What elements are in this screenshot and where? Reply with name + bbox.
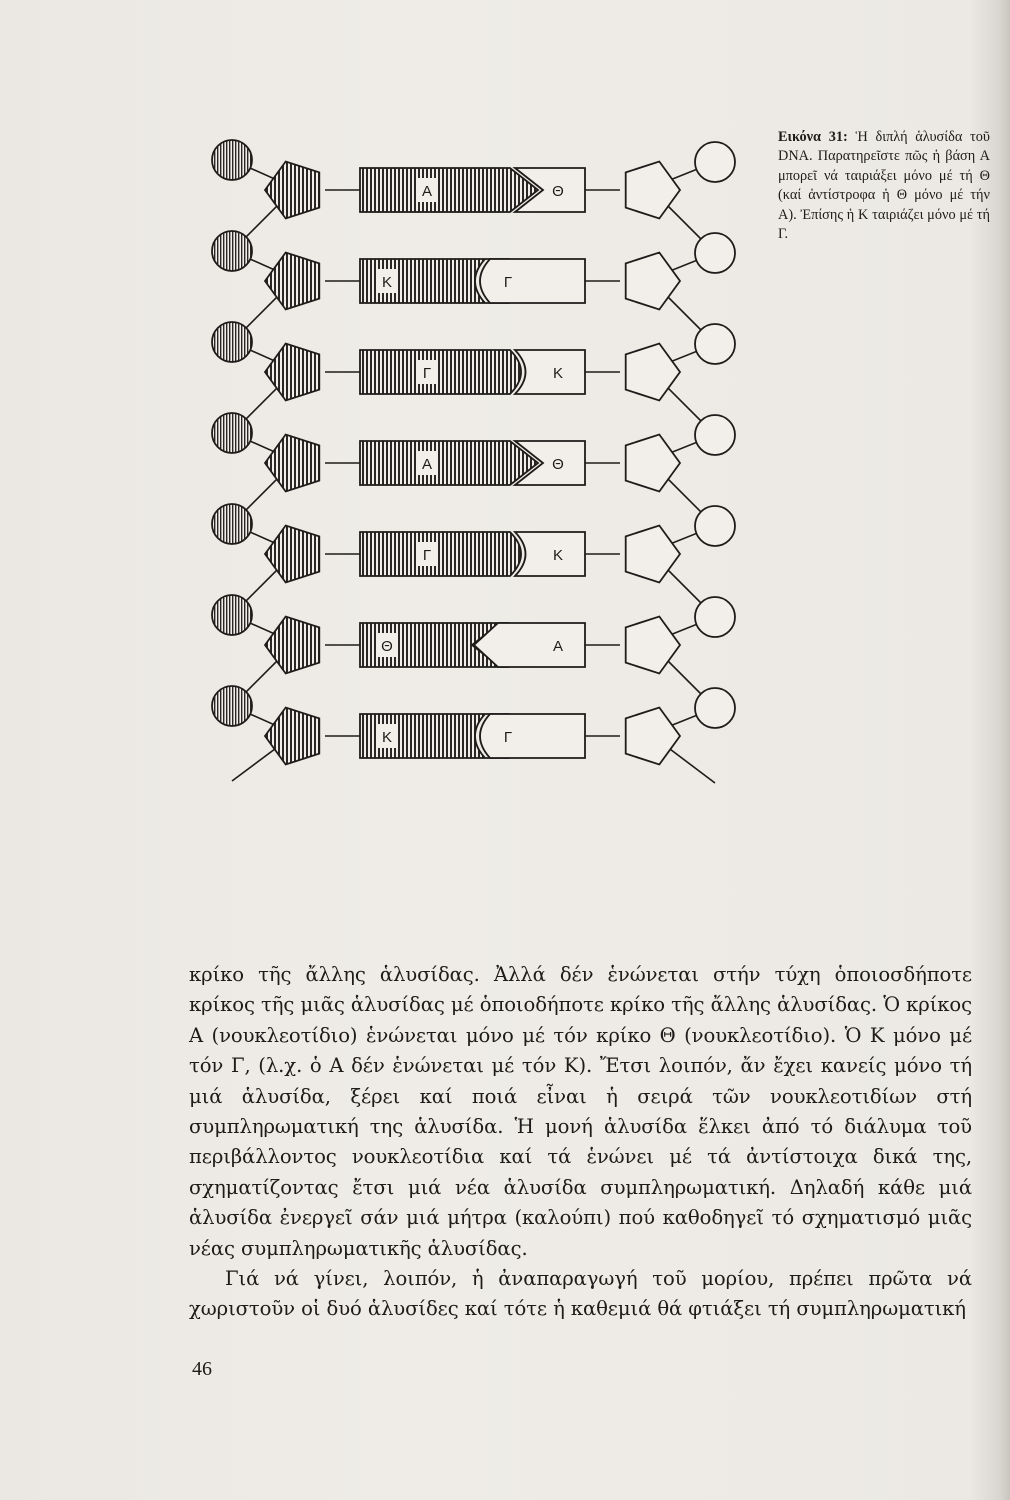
right-base-letter: Κ <box>552 365 564 382</box>
right-phosphate-circle <box>695 415 735 455</box>
base-pair-rows <box>212 140 735 765</box>
left-base-letter: Α <box>421 183 433 200</box>
right-phosphate-circle <box>695 233 735 273</box>
left-phosphate-circle <box>212 231 252 271</box>
left-base-letter: Γ <box>422 547 432 564</box>
page-number: 46 <box>192 1358 212 1380</box>
left-base-letter: Θ <box>381 638 393 655</box>
base-pair-row <box>212 686 735 765</box>
left-phosphate-circle <box>212 322 252 362</box>
figure-caption-text: Ἡ διπλή ἁλυσίδα τοῦ DNA. Παρατηρεῖστε πῶς ἡ βάση Α μπορεῖ νά ταιριάξει μόνο μέ τή Θ (καί ἀντίστροφα ἡ Θ μόνο μέ τήν Α). Ἐπίσης ἡ Κ ταιριάζει μόνο μέ τή Γ. <box>778 129 990 243</box>
left-base-letter: Α <box>421 456 433 473</box>
left-base-block <box>360 532 521 576</box>
right-phosphate-circle <box>695 597 735 637</box>
right-base-letter: Γ <box>503 274 513 291</box>
left-base-letter: Γ <box>422 365 432 382</box>
left-base-block <box>360 441 538 485</box>
right-sugar-pentagon <box>626 708 680 765</box>
left-base-block <box>360 168 538 212</box>
right-base-letter: Θ <box>552 456 564 473</box>
paragraph-2: Γιά νά γίνει, λοιπόν, ἡ ἀναπαραγωγή τοῦ μορίου, πρέπει πρῶτα νά χωριστοῦν οἱ δυό ἁλυσίδες καί τότε ἡ καθεμιά θά φτιάξει τή συμπληρωματική <box>189 1267 972 1321</box>
left-phosphate-circle <box>212 413 252 453</box>
right-phosphate-circle <box>695 142 735 182</box>
base-pair-row <box>212 595 735 674</box>
paragraph-1: κρίκο τῆς ἄλλης ἁλυσίδας. Ἀλλά δέν ἑνώνεται στήν τύχη ὁποιοσδήποτε κρίκος τῆς μιᾶς ἁλυσίδας μέ ὁποιοδήποτε κρίκο τῆς ἄλλης ἁλυσίδας. Ὁ κρίκος Α (νουκλεοτίδιο) ἑνώνεται μόνο μέ τόν κρίκο Θ (νουκλεοτίδιο). Ὁ Κ μόνο μέ τόν Γ, (λ.χ. ὁ Α δέν ἑνώνεται μέ τόν Κ). Ἔτσι λοιπόν, ἄν ἔχει κανείς μόνο τή μιά ἁλυσίδα, ξέρει καί ποιά εἶναι ἡ σειρά τῶν νουκλεοτιδίων στή συμπληρωματική της ἁλυσίδα. Ἡ μονή ἁλυσίδα ἕλκει ἀπό τό διάλυμα τοῦ περιβάλλοντος νουκλεοτίδια καί τά ἑνώνει μέ τά ἀντίστοιχα δικά της, σχηματίζοντας ἔτσι μιά νέα ἁλυσίδα συμπληρωματική. Δηλαδή κάθε μιά ἁλυσίδα ἐνεργεῖ σάν μιά μήτρα (καλούπι) πού καθοδηγεῖ τό σχηματισμό μιᾶς νέας συμπληρωματικῆς ἁλυσίδας. <box>189 963 972 1260</box>
right-base-letter: Γ <box>503 729 513 746</box>
left-phosphate-circle <box>212 686 252 726</box>
left-base-letter: Κ <box>381 274 393 291</box>
left-phosphate-circle <box>212 140 252 180</box>
dna-double-helix-figure <box>190 120 760 910</box>
left-phosphate-circle <box>212 595 252 635</box>
left-phosphate-circle <box>212 504 252 544</box>
figure-label: Εικόνα 31: <box>778 129 848 145</box>
right-base-letter: Α <box>552 638 564 655</box>
right-base-block <box>515 532 585 576</box>
body-text <box>189 960 972 1325</box>
base-pair-row <box>212 322 735 401</box>
base-pair-row <box>212 231 735 310</box>
right-base-block <box>474 623 585 667</box>
left-base-block <box>360 350 521 394</box>
right-base-block <box>480 259 585 303</box>
base-pair-row <box>212 140 735 219</box>
right-base-block <box>515 350 585 394</box>
right-phosphate-circle <box>695 688 735 728</box>
figure-caption <box>778 128 990 244</box>
right-base-letter: Θ <box>552 183 564 200</box>
left-sugar-pentagon <box>265 708 319 765</box>
left-base-letter: Κ <box>381 729 393 746</box>
base-pair-row <box>212 504 735 583</box>
base-pair-row <box>212 413 735 492</box>
right-phosphate-circle <box>695 506 735 546</box>
right-phosphate-circle <box>695 324 735 364</box>
right-base-block <box>480 714 585 758</box>
right-base-letter: Κ <box>552 547 564 564</box>
